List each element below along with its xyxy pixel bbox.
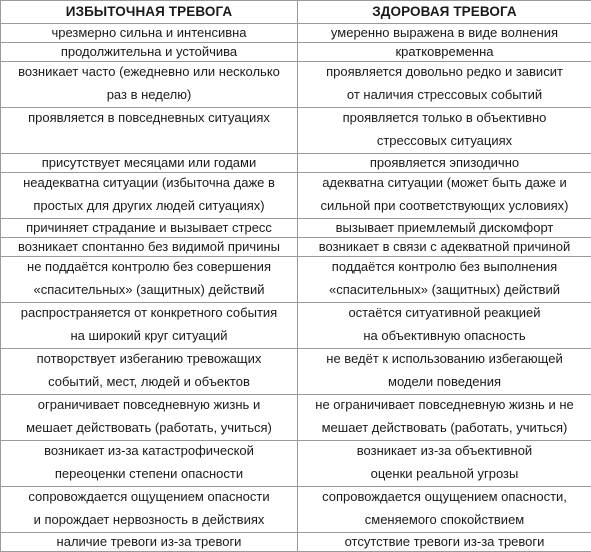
table-row xyxy=(1,395,591,441)
table-row xyxy=(1,24,591,43)
table-row xyxy=(1,108,591,154)
cell-text-line: чрезмерно сильна и интенсивна xyxy=(3,24,295,42)
cell-text-line: проявляется в повседневных ситуациях xyxy=(3,109,295,127)
cell-text-line: не ограничивает повседневную жизнь и не xyxy=(300,396,589,414)
cell-text-line: оценки реальной угрозы xyxy=(300,465,589,483)
cell-text-line: потворствует избеганию тревожащих xyxy=(3,350,295,368)
cell-text-line: проявляется довольно редко и зависит xyxy=(300,63,589,81)
cell-text-line: «спасительных» (защитных) действий xyxy=(300,281,589,299)
cell-healthy xyxy=(298,349,591,395)
cell-healthy xyxy=(298,154,591,173)
cell-text-line: переоценки степени опасности xyxy=(3,465,295,483)
cell-text-line: возникает из-за объективной xyxy=(300,442,589,460)
table-row xyxy=(1,173,591,219)
cell-excessive xyxy=(1,43,298,62)
cell-text-line: на широкий круг ситуаций xyxy=(3,327,295,345)
table-row xyxy=(1,154,591,173)
cell-healthy xyxy=(298,441,591,487)
cell-text-line: сопровождается ощущением опасности xyxy=(3,488,295,506)
cell-healthy xyxy=(298,303,591,349)
cell-text-line: и порождает нервозность в действиях xyxy=(3,511,295,529)
header-healthy-anxiety: ЗДОРОВАЯ ТРЕВОГА xyxy=(298,1,591,24)
cell-text-line: проявляется эпизодично xyxy=(300,154,589,172)
table-row xyxy=(1,349,591,395)
cell-text-line: поддаётся контролю без выполнения xyxy=(300,258,589,276)
cell-excessive xyxy=(1,154,298,173)
cell-text-line: на объективную опасность xyxy=(300,327,589,345)
cell-text-line: продолжительна и устойчива xyxy=(3,43,295,61)
cell-excessive xyxy=(1,441,298,487)
cell-text-line: адекватна ситуации (может быть даже и xyxy=(300,174,589,192)
cell-healthy xyxy=(298,395,591,441)
cell-text-line: раз в неделю) xyxy=(3,86,295,104)
cell-healthy xyxy=(298,219,591,238)
cell-text-line: простых для других людей ситуациях) xyxy=(3,197,295,215)
cell-healthy xyxy=(298,173,591,219)
cell-excessive xyxy=(1,24,298,43)
cell-text-line: умеренно выражена в виде волнения xyxy=(300,24,589,42)
cell-text-line: отсутствие тревоги из-за тревоги xyxy=(300,533,589,551)
table-row xyxy=(1,43,591,62)
table-row xyxy=(1,441,591,487)
cell-text-line: возникает из-за катастрофической xyxy=(3,442,295,460)
cell-healthy xyxy=(298,24,591,43)
header-row xyxy=(1,1,591,24)
cell-text-line: распространяется от конкретного события xyxy=(3,304,295,322)
cell-text-line: от наличия стрессовых событий xyxy=(300,86,589,104)
cell-text-line: проявляется только в объективно xyxy=(300,109,589,127)
cell-healthy xyxy=(298,533,591,552)
cell-text-line: наличие тревоги из-за тревоги xyxy=(3,533,295,551)
cell-text-line: событий, мест, людей и объектов xyxy=(3,373,295,391)
table-row xyxy=(1,303,591,349)
cell-text-line: причиняет страдание и вызывает стресс xyxy=(3,219,295,237)
cell-text-line: ограничивает повседневную жизнь и xyxy=(3,396,295,414)
cell-excessive xyxy=(1,108,298,154)
cell-text-line: вызывает приемлемый дискомфорт xyxy=(300,219,589,237)
cell-text-line: сильной при соответствующих условиях) xyxy=(300,197,589,215)
cell-healthy xyxy=(298,43,591,62)
cell-excessive xyxy=(1,487,298,533)
cell-healthy xyxy=(298,257,591,303)
cell-healthy xyxy=(298,238,591,257)
cell-excessive xyxy=(1,238,298,257)
cell-text-line: мешает действовать (работать, учиться) xyxy=(3,419,295,437)
cell-text-line: модели поведения xyxy=(300,373,589,391)
table-row xyxy=(1,257,591,303)
table-row xyxy=(1,238,591,257)
cell-text-line: не ведёт к использованию избегающей xyxy=(300,350,589,368)
cell-excessive xyxy=(1,533,298,552)
cell-text-line: возникает в связи с адекватной причиной xyxy=(300,238,589,256)
cell-text-line: возникает спонтанно без видимой причины xyxy=(3,238,295,256)
cell-excessive xyxy=(1,349,298,395)
cell-text-line: присутствует месяцами или годами xyxy=(3,154,295,172)
cell-excessive xyxy=(1,395,298,441)
cell-healthy xyxy=(298,487,591,533)
header-excessive-anxiety: ИЗБЫТОЧНАЯ ТРЕВОГА xyxy=(1,1,298,24)
cell-text-line: остаётся ситуативной реакцией xyxy=(300,304,589,322)
cell-excessive xyxy=(1,257,298,303)
cell-excessive xyxy=(1,62,298,108)
cell-text-line: мешает действовать (работать, учиться) xyxy=(300,419,589,437)
cell-healthy xyxy=(298,108,591,154)
cell-text-line: кратковременна xyxy=(300,43,589,61)
cell-text-line: возникает часто (ежедневно или несколько xyxy=(3,63,295,81)
cell-text-line: неадекватна ситуации (избыточна даже в xyxy=(3,174,295,192)
table-row xyxy=(1,62,591,108)
cell-text-line: стрессовых ситуациях xyxy=(300,132,589,150)
cell-text-line: не поддаётся контролю без совершения xyxy=(3,258,295,276)
table-row xyxy=(1,487,591,533)
cell-excessive xyxy=(1,219,298,238)
cell-healthy xyxy=(298,62,591,108)
cell-excessive xyxy=(1,303,298,349)
cell-text-line: «спасительных» (защитных) действий xyxy=(3,281,295,299)
table-row xyxy=(1,219,591,238)
table-row xyxy=(1,533,591,552)
table-body xyxy=(1,24,591,552)
cell-excessive xyxy=(1,173,298,219)
cell-text-line: сопровождается ощущением опасности, xyxy=(300,488,589,506)
cell-text-line: сменяемого спокойствием xyxy=(300,511,589,529)
